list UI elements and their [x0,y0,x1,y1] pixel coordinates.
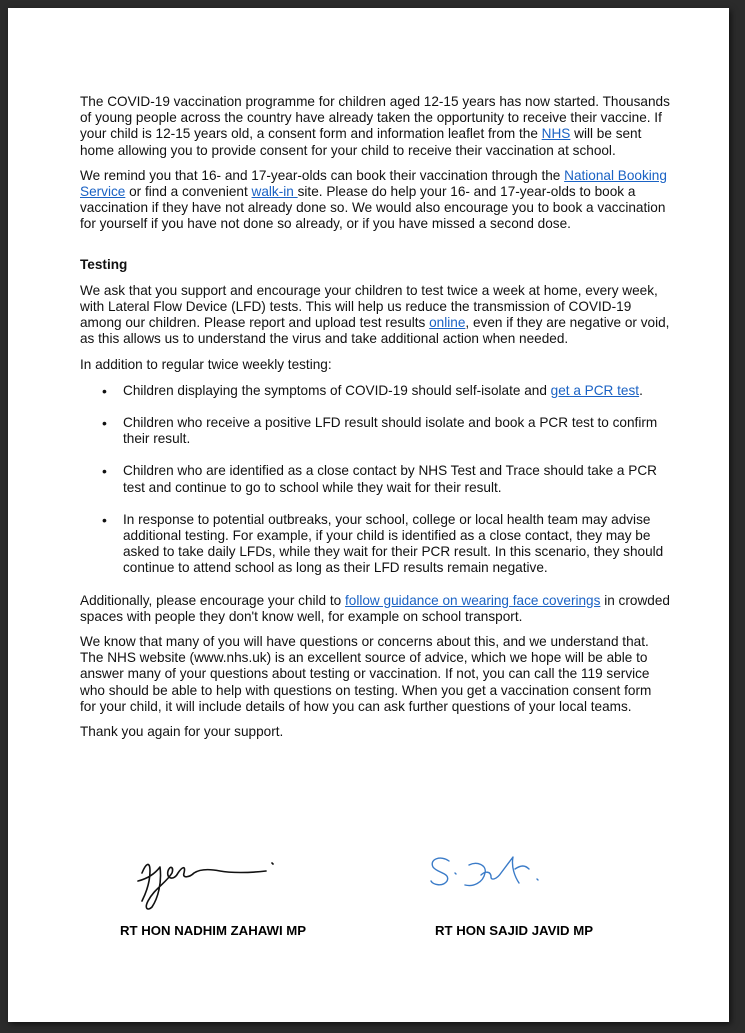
intro-paragraph-2 [80,168,670,233]
signatory-name-left: RT HON NADHIM ZAHAWI MP [120,923,307,938]
testing-paragraph-1 [80,283,670,348]
text-span: The COVID-19 vaccination programme for children aged 12-15 years has now started. Thousands of young people across the country have already taken the opportunity to receive their vaccine. If your child is 12-15 years old, a consent form and information leaflet from the [80,94,670,142]
letter-page [8,8,729,1022]
list-item: • In response to potential outbreaks, your school, college or local health team may advise additional testing. For example, if your child is identified as a close contact, they may be asked to take daily LFDs, while they wait for their PCR result. In this scenario, they should continue to attend school as long as their LFD results remain negative. [123,512,670,577]
text-span: . [639,382,643,398]
closing-paragraph-2: We know that many of you will have questions or concerns about this, and we understand that. The NHS website (www.nhs.uk) is an excellent source of advice, which we hope will be able to answer many of your questions about testing or vaccination. If not, you can call the 119 service who should be able to help with questions on testing. When you get a vaccination consent form for your child, it will include details of how you can ask further questions of your local teams. [80,634,652,714]
text-span: We ask that you support and encourage your children to test twice a week at home, every week, with Lateral Flow Device (LFD) tests. This will help us reduce the transmission of COVID-19 among our children. Please report and upload test results [80,282,658,331]
intro-paragraph-1 [80,94,670,159]
signatures-area [80,843,670,943]
letter-body [80,94,670,749]
text-span: Additionally, please encourage your child to [80,592,345,608]
nhs-link[interactable]: NHS [541,126,571,142]
testing-heading: Testing [80,256,128,272]
signature-block-left [120,843,307,938]
text-span: , even if they are negative or void, as this allows us to understand the virus and take additional action when needed. [80,315,670,347]
walk-in-link[interactable]: walk-in [251,184,298,200]
text-span: in crowded spaces with people they don't know well, for example on school transport. [80,592,670,624]
closing-paragraph-3: Thank you again for your support. [80,724,284,740]
online-link[interactable]: online [429,315,466,331]
get-pcr-test-link[interactable]: get a PCR test [550,382,640,398]
text-span: site. Please do help your 16- and 17-year-olds to book a vaccination if they have not already done so. We would also encourage you to book a vaccination for yourself if you have not done so already, or if you have missed a second dose. [80,184,666,232]
closing-paragraph-1 [80,593,670,625]
signature-javid-image [425,843,595,913]
text-span: or find a convenient [125,184,252,200]
text-span: Children displaying the symptoms of COVID-19 should self-isolate and [123,382,551,398]
list-item [123,383,670,399]
signature-block-right [425,843,595,938]
list-item: • Children who receive a positive LFD result should isolate and book a PCR test to confirm their result. [123,415,670,447]
national-booking-service-link[interactable]: National Booking Service [80,167,667,200]
text-span: We remind you that 16- and 17-year-olds can book their vaccination through the [80,167,565,183]
face-coverings-guidance-link[interactable]: follow guidance on wearing face coverings [345,592,601,608]
testing-bullet-list [80,383,670,577]
list-item: • Children who are identified as a close contact by NHS Test and Trace should take a PCR test and continue to go to school while they wait for their result. [123,463,670,495]
signatory-name-right: RT HON SAJID JAVID MP [435,923,594,938]
signature-zahawi-image [120,843,290,913]
text-span: will be sent home allowing you to provide consent for your child to receive their vaccination at school. [80,126,642,158]
testing-paragraph-2: In addition to regular twice weekly testing: [80,356,332,372]
